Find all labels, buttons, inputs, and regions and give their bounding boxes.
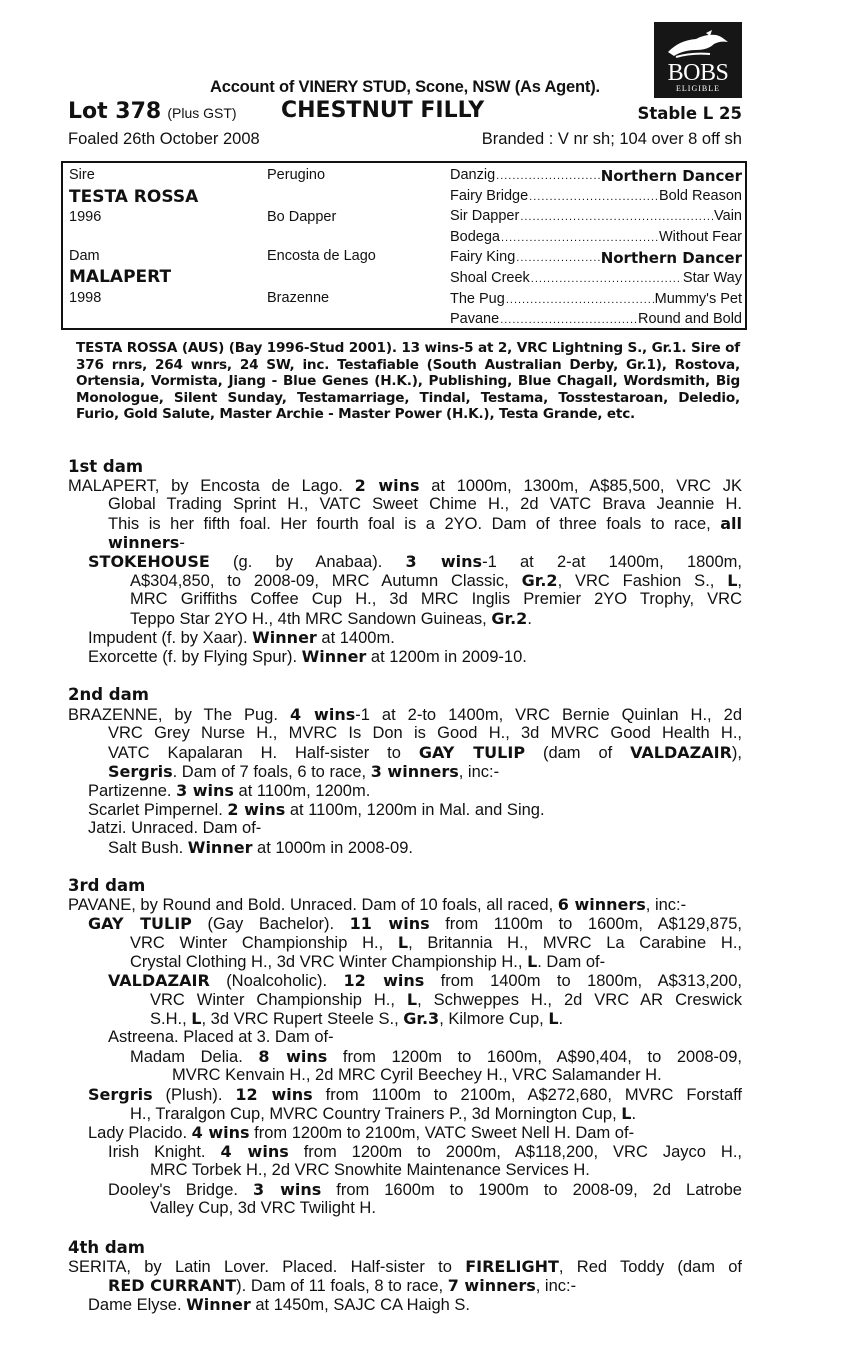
family-line: Madam Delia. 8 wins from 1200m to 1600m, A$90,404, to 2008-09, — [130, 1047, 742, 1066]
pedigree-table — [61, 161, 747, 330]
bold-text: Winner — [252, 628, 317, 647]
dam-sire: Encosta de Lago — [267, 248, 376, 264]
bold-text: 4 wins — [191, 1123, 250, 1142]
family-line: VRC Grey Nurse H., MVRC Is Don is Good H., 3d MVRC Good Health H., — [108, 724, 742, 742]
bold-text: Sergris — [88, 1085, 153, 1104]
family-line: STOKEHOUSE (g. by Anabaa). 3 wins-1 at 2-at 1400m, 1800m, — [88, 552, 742, 571]
sire-name: TESTA ROSSA — [69, 187, 199, 207]
family-line: Teppo Star 2YO H., 4th MRC Sandown Guineas, Gr.2. — [130, 609, 532, 628]
family-line: VRC Winter Championship H., L, Schweppes H., 2d VRC AR Creswick — [150, 990, 742, 1009]
logo-text: BOBS — [667, 60, 729, 86]
plus-gst: (Plus GST) — [167, 105, 237, 121]
leader-dots — [531, 270, 682, 286]
bold-text: Sergris — [108, 762, 173, 781]
lot-line — [68, 98, 742, 128]
stable-number: Stable L 25 — [637, 104, 742, 123]
ancestor-sire: Northern Dancer — [600, 249, 742, 268]
family-line: VATC Kapalaran H. Half-sister to GAY TULIP (dam of VALDAZAIR), — [108, 743, 743, 762]
bobs-eligible-logo — [654, 22, 742, 98]
dam-year: 1998 — [69, 290, 102, 306]
ancestor-sire: Without Fear — [659, 228, 742, 245]
branded-info: Branded : V nr sh; 104 over 8 off sh — [481, 130, 742, 148]
page-title: CHESTNUT FILLY — [281, 98, 485, 123]
ancestor-name: Shoal Creek — [450, 270, 530, 286]
bold-text: 3 winners — [370, 762, 459, 781]
family-line: RED CURRANT). Dam of 11 foals, 8 to race, 7 winners, inc:- — [108, 1276, 577, 1295]
bold-text: 12 wins — [235, 1085, 313, 1104]
logo-subtext: ELIGIBLE — [676, 84, 720, 93]
family-line: MVRC Kenvain H., 2d MRC Cyril Beechey H., VRC Salamander H. — [172, 1066, 662, 1084]
family-line: VALDAZAIR (Noalcoholic). 12 wins from 1400m to 1800m, A$313,200, — [108, 971, 742, 990]
horse-head-icon — [666, 30, 730, 60]
bold-text: L — [548, 1009, 559, 1028]
ancestor-name: Fairy Bridge — [450, 187, 529, 204]
bold-text: Gr.2 — [521, 571, 558, 590]
bold-text: STOKEHOUSE — [88, 552, 210, 571]
family-line: Partizenne. 3 wins at 1100m, 1200m. — [88, 781, 371, 800]
dam-label: Dam — [69, 248, 100, 264]
bold-text: VALDAZAIR — [630, 743, 732, 762]
pedigree-row — [450, 188, 742, 204]
bold-text: 8 wins — [258, 1047, 328, 1066]
leader-dots — [520, 208, 713, 224]
pedigree-row — [450, 270, 742, 286]
family-line: A$304,850, to 2008-09, MRC Autumn Classic, Gr.2, VRC Fashion S., L, — [130, 571, 742, 590]
bold-text: 4 wins — [220, 1142, 289, 1161]
fourth-dam-heading: 4th dam — [68, 1238, 145, 1257]
family-line: VRC Winter Championship H., L, Britannia H., MVRC La Carabine H., — [130, 933, 742, 952]
ancestor-name: Pavane — [450, 311, 500, 328]
pedigree-row — [450, 291, 742, 307]
bold-text: GAY TULIP — [88, 914, 192, 933]
grandam: Bo Dapper — [267, 209, 337, 225]
bold-text: FIRELIGHT — [465, 1257, 559, 1276]
bold-text: 3 wins — [405, 552, 483, 571]
leader-dots — [501, 229, 658, 245]
pedigree-row — [450, 311, 742, 327]
bold-text: 2 wins — [354, 476, 420, 495]
sire-label: Sire — [69, 167, 95, 183]
family-line: winners- — [108, 533, 185, 552]
family-line: H., Traralgon Cup, MVRC Country Trainers P., 3d Mornington Cup, L. — [130, 1104, 637, 1123]
dam-dam: Brazenne — [267, 290, 330, 306]
bold-text: Winner — [301, 647, 367, 666]
lot-label — [68, 98, 237, 124]
bold-text: Winner — [187, 838, 253, 857]
bold-text: RED CURRANT — [108, 1276, 237, 1295]
bold-text: Winner — [186, 1295, 251, 1314]
ancestor-sire: Vain — [714, 208, 742, 225]
ancestor-sire: Round and Bold — [638, 311, 742, 328]
family-line: Sergris (Plush). 12 wins from 1100m to 2100m, A$272,680, MVRC Forstaff — [88, 1085, 742, 1104]
pedigree-row — [450, 229, 742, 245]
leader-dots — [496, 167, 600, 185]
leader-dots — [506, 291, 654, 307]
grandsire: Perugino — [267, 167, 326, 183]
family-line: MRC Griffiths Coffee Cup H., 3d MRC Inglis Premier 2YO Trophy, VRC — [130, 590, 742, 608]
family-line: Salt Bush. Winner at 1000m in 2008-09. — [108, 838, 413, 857]
ancestor-sire: Northern Dancer — [600, 167, 742, 185]
ancestor-name: Sir Dapper — [450, 208, 520, 225]
bold-text: 4 wins — [289, 705, 356, 724]
family-line: Dame Elyse. Winner at 1450m, SAJC CA Haigh S. — [88, 1295, 470, 1314]
bold-text: 2 wins — [227, 800, 286, 819]
ancestor-name: Bodega — [450, 228, 500, 245]
bold-text: L — [191, 1009, 202, 1028]
ancestor-sire: Mummy's Pet — [654, 290, 742, 307]
ancestor-name: Danzig — [450, 167, 496, 183]
family-line: MALAPERT, by Encosta de Lago. 2 wins at 1000m, 1300m, A$85,500, VRC JK — [68, 476, 742, 495]
family-line: Jatzi. Unraced. Dam of- — [88, 819, 262, 837]
bold-text: 11 wins — [349, 914, 430, 933]
family-line: SERITA, by Latin Lover. Placed. Half-sister to FIRELIGHT, Red Toddy (dam of — [68, 1257, 742, 1276]
sire-summary: TESTA ROSSA (AUS) (Bay 1996-Stud 2001). 13 wins-5 at 2, VRC Lightning S., Gr.1. Sire of 376 rnrs, 264 wnrs, 24 SW, inc. Testafiable (South Australian Derby, Gr.1), Rostova, Ortensia, Vormista, Jiang - Blue Genes (H.K.), Publishing, Blue Chagall, Wordsmith, Big Monologue, Silent Sunday, Testamarriage, Tindal, Testama, Tosstestaroan, Deledio, Furio, Gold Salute, Master Archie - Master Power (H.K.), Testa Grande, etc. — [76, 340, 740, 422]
leader-dots — [516, 249, 599, 267]
pedigree-row — [450, 249, 742, 267]
bold-text: 12 wins — [343, 971, 425, 990]
family-line: BRAZENNE, by The Pug. 4 wins-1 at 2-to 1400m, VRC Bernie Quinlan H., 2d — [68, 705, 742, 724]
family-line: Impudent (f. by Xaar). Winner at 1400m. — [88, 628, 395, 647]
bold-text: 7 winners — [447, 1276, 536, 1295]
family-line: Irish Knight. 4 wins from 1200m to 2000m, A$118,200, VRC Jayco H., — [108, 1142, 742, 1161]
family-line: Exorcette (f. by Flying Spur). Winner at 1200m in 2009-10. — [88, 647, 527, 666]
bold-text: 6 winners — [557, 895, 646, 914]
family-line: S.H., L, 3d VRC Rupert Steele S., Gr.3, Kilmore Cup, L. — [150, 1009, 564, 1028]
ancestor-name: Fairy King — [450, 249, 516, 266]
third-dam-heading: 3rd dam — [68, 876, 146, 895]
family-line: Astreena. Placed at 3. Dam of- — [108, 1028, 334, 1046]
bold-text: L — [621, 1104, 632, 1123]
ancestor-sire: Bold Reason — [658, 187, 742, 204]
leader-dots — [529, 188, 658, 204]
family-line: GAY TULIP (Gay Bachelor). 11 wins from 1100m to 1600m, A$129,875, — [88, 914, 743, 933]
family-line: Global Trading Sprint H., VATC Sweet Chime H., 2d VATC Brava Jeannie H. — [108, 495, 742, 513]
family-line: Lady Placido. 4 wins from 1200m to 2100m, VATC Sweet Nell H. Dam of- — [88, 1123, 635, 1142]
lot-number: Lot 378 — [68, 99, 162, 124]
sire-year: 1996 — [69, 209, 102, 225]
pedigree-row — [450, 167, 742, 185]
family-line: PAVANE, by Round and Bold. Unraced. Dam of 10 foals, all raced, 6 winners, inc:- — [68, 895, 687, 914]
bold-text: winners — [108, 533, 180, 552]
ancestor-sire: Star Way — [682, 270, 742, 286]
first-dam-heading: 1st dam — [68, 457, 144, 476]
family-line: This is her fifth foal. Her fourth foal is a 2YO. Dam of three foals to race, all — [108, 514, 742, 533]
bold-text: 3 wins — [176, 781, 234, 800]
bold-text: L — [727, 571, 738, 590]
ancestor-name: The Pug — [450, 290, 505, 307]
family-line: Valley Cup, 3d VRC Twilight H. — [150, 1199, 376, 1217]
bold-text: L — [397, 933, 409, 952]
bold-text: Gr.3 — [403, 1009, 440, 1028]
family-line: Dooley's Bridge. 3 wins from 1600m to 1900m to 2008-09, 2d Latrobe — [108, 1180, 742, 1199]
bold-text: L — [527, 952, 538, 971]
family-line: Sergris. Dam of 7 foals, 6 to race, 3 winners, inc:- — [108, 762, 500, 781]
bold-text: all — [720, 514, 742, 533]
bold-text: L — [406, 990, 418, 1009]
foaled-date: Foaled 26th October 2008 — [68, 130, 260, 148]
family-line: Crystal Clothing H., 3d VRC Winter Championship H., L. Dam of- — [130, 952, 606, 971]
bold-text: VALDAZAIR — [108, 971, 210, 990]
second-dam-heading: 2nd dam — [68, 685, 149, 704]
bold-text: 3 wins — [253, 1180, 322, 1199]
bold-text: GAY TULIP — [418, 743, 526, 762]
pedigree-row — [450, 208, 742, 224]
bold-text: Gr.2 — [491, 609, 528, 628]
family-line: Scarlet Pimpernel. 2 wins at 1100m, 1200m in Mal. and Sing. — [88, 800, 545, 819]
family-line: MRC Torbek H., 2d VRC Snowhite Maintenance Services H. — [150, 1161, 590, 1179]
leader-dots — [500, 311, 637, 327]
vendor-account: Account of VINERY STUD, Scone, NSW (As Agent). — [210, 78, 600, 96]
dam-name: MALAPERT — [69, 267, 172, 287]
